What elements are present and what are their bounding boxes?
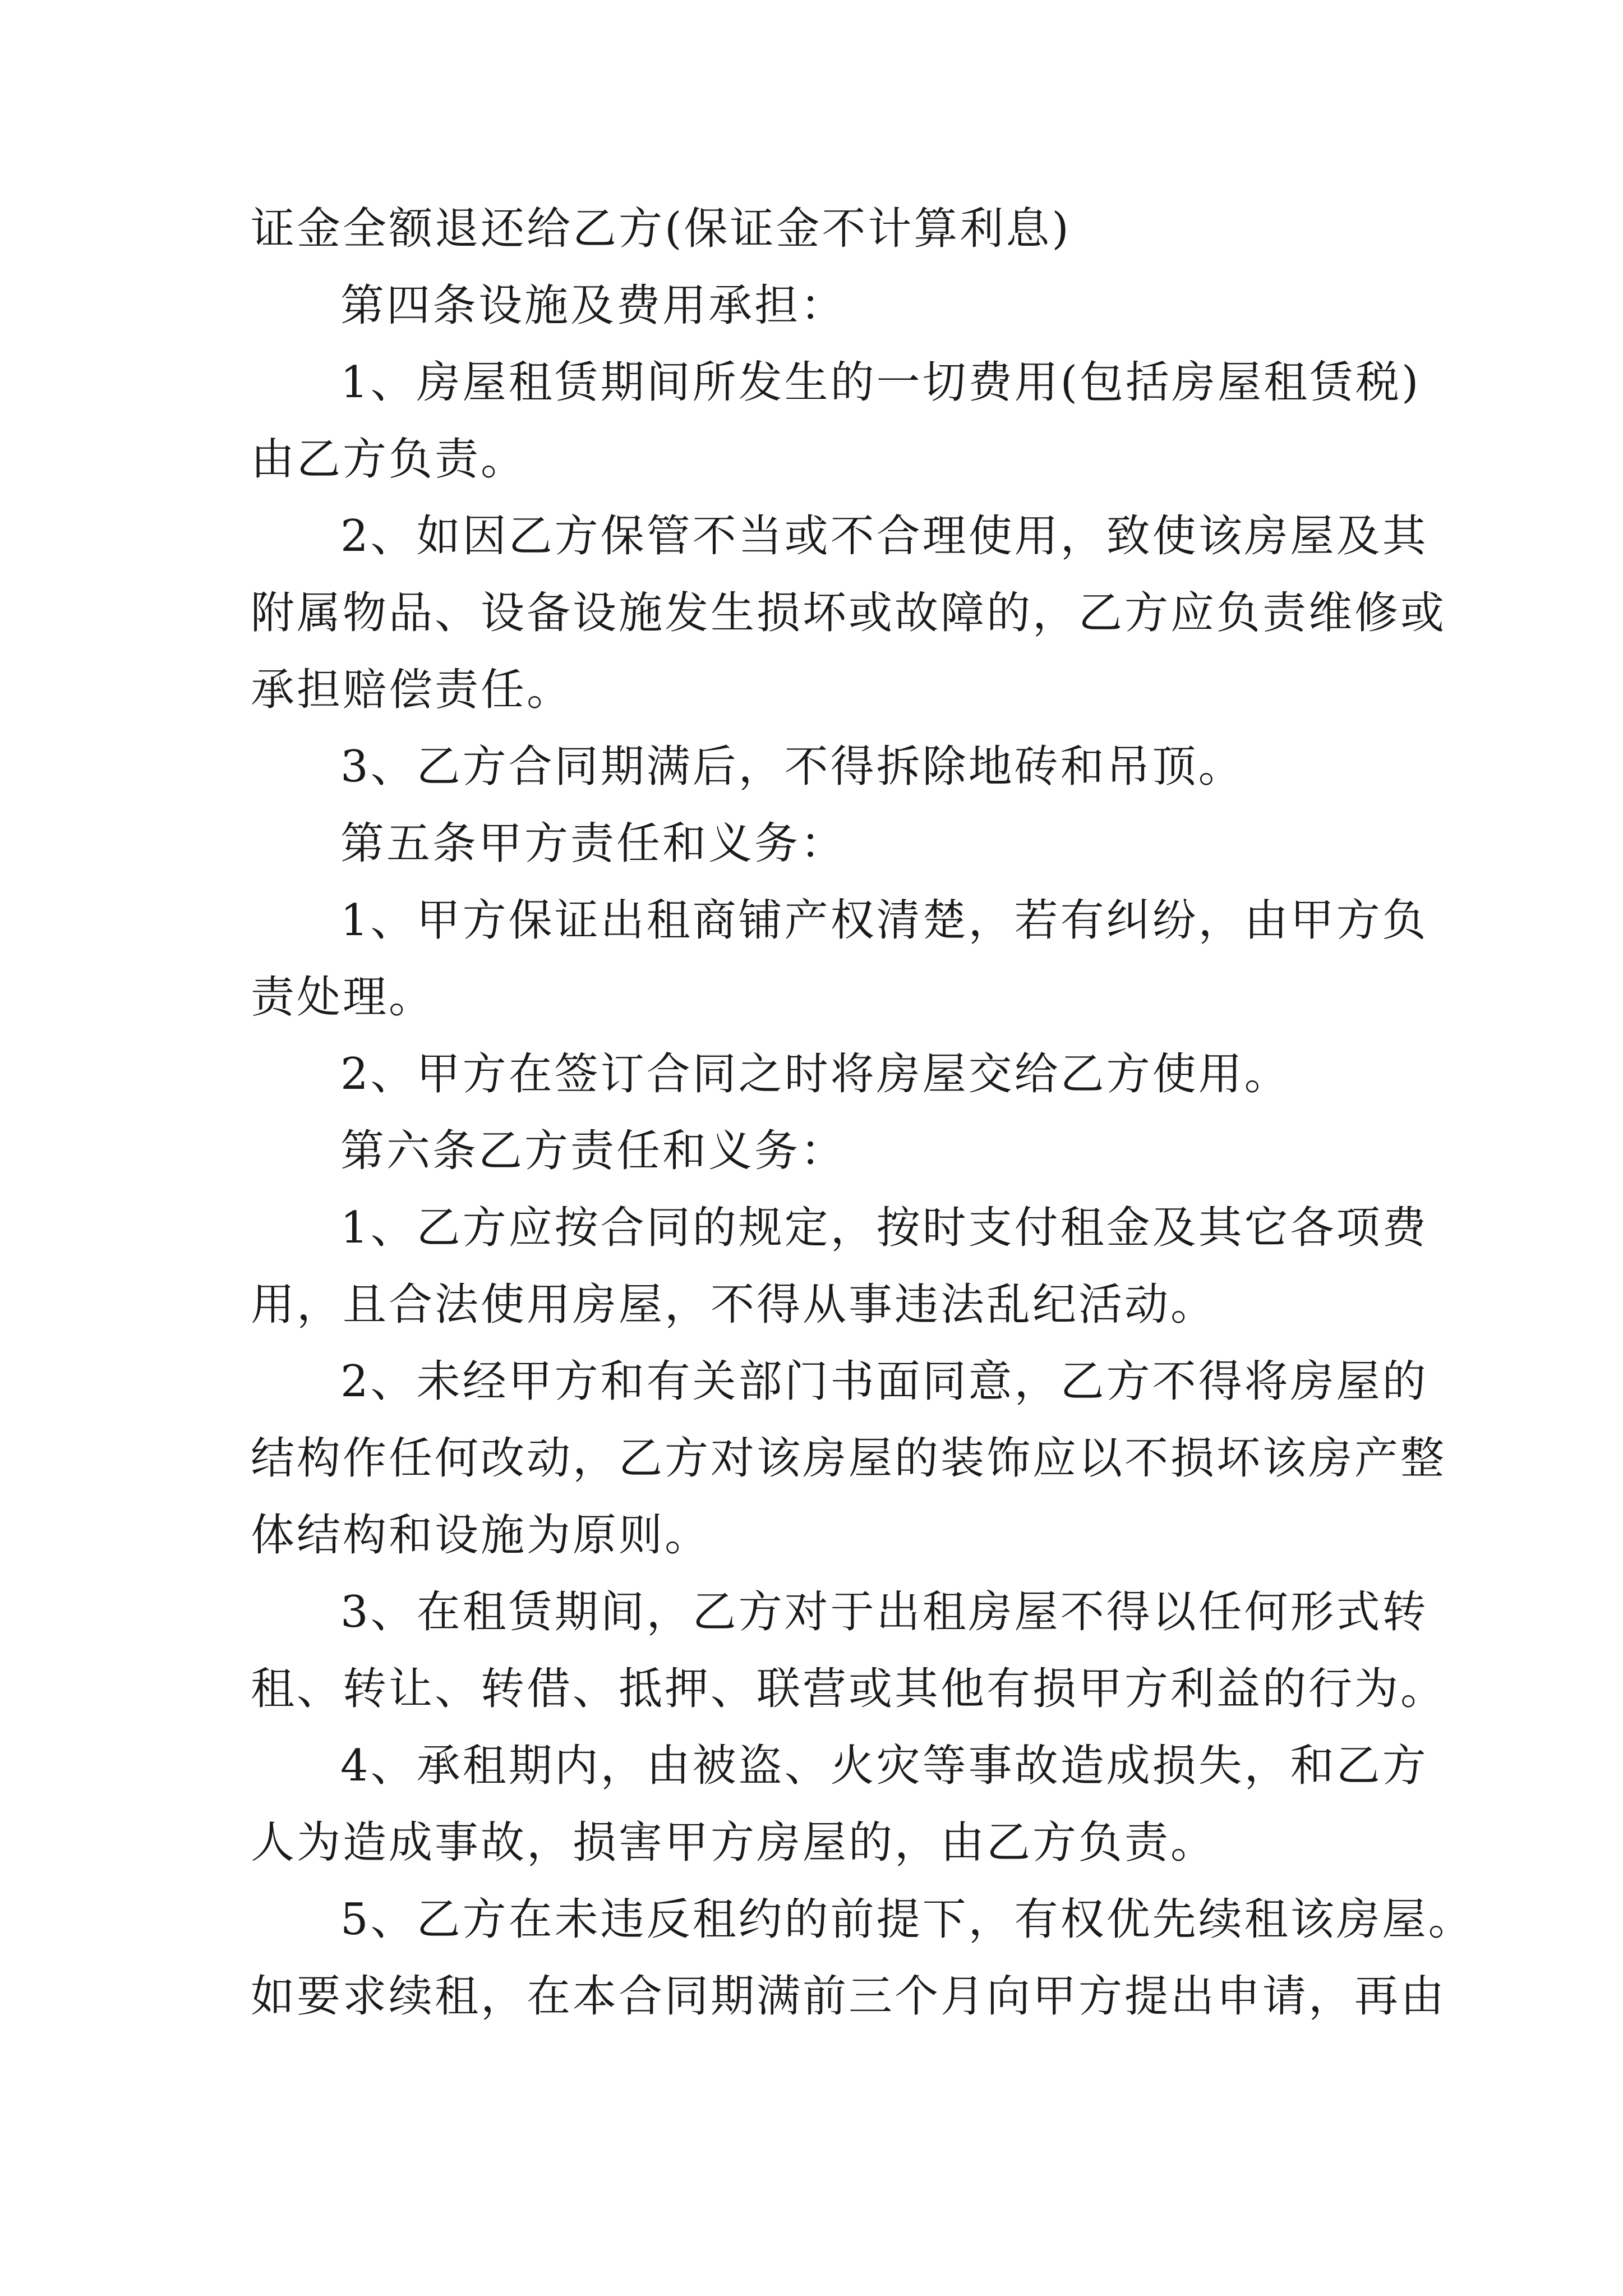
text-line: 2、甲方在签订合同之时将房屋交给乙方使用。 — [340, 1049, 1290, 1099]
text-line: 责处理。 — [251, 972, 435, 1023]
text-line: 体结构和设施为原则。 — [251, 1510, 711, 1561]
text-line: 1、甲方保证出租商铺产权清楚，若有纠纷，由甲方负 — [340, 895, 1428, 946]
text-line: 结构作任何改动，乙方对该房屋的装饰应以不损坏该房产整 — [251, 1433, 1447, 1484]
text-line: 4、承租期内，由被盗、火灾等事故造成损失，和乙方 — [340, 1741, 1428, 1791]
text-line: 3、在租赁期间，乙方对于出租房屋不得以任何形式转 — [340, 1587, 1428, 1637]
text-line: 2、如因乙方保管不当或不合理使用，致使该房屋及其 — [340, 511, 1428, 562]
text-line: 由乙方负责。 — [251, 434, 527, 485]
text-line: 2、未经甲方和有关部门书面同意，乙方不得将房屋的 — [340, 1356, 1428, 1407]
text-line: 用，且合法使用房屋，不得从事违法乱纪活动。 — [251, 1280, 1217, 1330]
text-line: 1、房屋租赁期间所发生的一切费用(包括房屋租赁税) — [340, 357, 1421, 408]
article-heading: 第六条乙方责任和义务： — [340, 1126, 847, 1176]
text-line: 附属物品、设备设施发生损坏或故障的，乙方应负责维修或 — [251, 588, 1447, 638]
text-line: 如要求续租，在本合同期满前三个月向甲方提出申请，再由 — [251, 1971, 1447, 2022]
text-line: 证金全额退还给乙方(保证金不计算利息) — [251, 204, 1071, 254]
text-line: 承担赔偿责任。 — [251, 665, 573, 715]
text-line: 3、乙方合同期满后，不得拆除地砖和吊顶。 — [340, 742, 1244, 792]
article-heading: 第四条设施及费用承担： — [340, 280, 847, 331]
text-line: 1、乙方应按合同的规定，按时支付租金及其它各项费 — [340, 1203, 1428, 1253]
contract-text — [251, 191, 1474, 2035]
text-line: 租、转让、转借、抵押、联营或其他有损甲方利益的行为。 — [251, 1664, 1447, 1714]
text-line: 人为造成事故，损害甲方房屋的，由乙方负责。 — [251, 1818, 1217, 1868]
article-heading: 第五条甲方责任和义务： — [340, 818, 847, 869]
text-line: 5、乙方在未违反租约的前提下，有权优先续租该房屋。 — [340, 1894, 1474, 1945]
